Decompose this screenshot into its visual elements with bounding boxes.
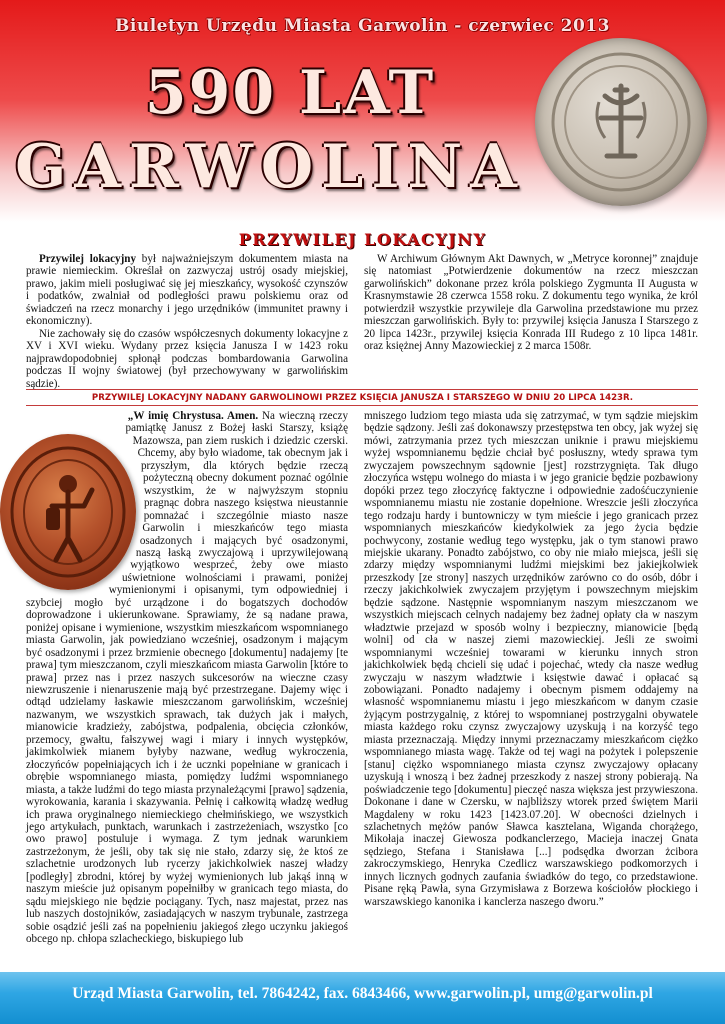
city-seal-icon (535, 38, 707, 206)
footer-contact: Urząd Miasta Garwolin, tel. 7864242, fax. 6843466, www.garwolin.pl, umg@garwolin.pl (72, 985, 653, 1002)
document-subheading: PRZYWILEJ LOKACYJNY NADANY GARWOLINOWI PRZEZ KSIĘCIA JANUSZA I STARSZEGO W DNIU 20 LIPCA 1423R. (91, 393, 634, 403)
divider-bottom (26, 405, 698, 406)
bulletin-title: Biuletyn Urzędu Miasta Garwolin - czerwiec 2013 (115, 16, 610, 36)
intro-left-column (26, 253, 348, 390)
charter-invocation: „W imię Chrystusa. Amen. (127, 410, 259, 422)
intro-paragraph-2: Nie zachowały się do czasów współczesnych dokumenty lokacyjne z XV i XVI wieku. Wydany przez księcia Janusza I w 1423 roku najprawdopodobniej spłonął podczas bombardowania Garwolina podczas II wojny światowej (był przechowywany w garwolińskim sądzie). (26, 327, 348, 390)
city-seal-graphic (535, 38, 707, 206)
wax-seal-graphic (0, 434, 136, 590)
intro-right-column (364, 253, 698, 353)
divider-top (26, 389, 698, 390)
charter-text-left (26, 410, 348, 945)
charter-text-right (364, 410, 698, 908)
town-title: GARWOLINA (15, 132, 525, 202)
anniversary-title: 590 LAT (144, 58, 436, 128)
intro-paragraph-1-text: był najważniejszym dokumentem miasta na prawie niemieckim. Określał on zazwyczaj ustrój osady miejskiej, prawo, jakim mieli posługiwać się jej mieszkańcy, wysokość czynszów i podatków, zwalniał od podległości prawu polskiemu oraz od świadczeń na rzecz monarchy i jego urzędników (immunitet prawny i ekonomiczny). (26, 253, 348, 328)
wax-seal-icon (0, 434, 136, 590)
intro-lead: Przywilej lokacyjny (39, 253, 136, 265)
intro-paragraph-3: W Archiwum Głównym Akt Dawnych, w „Metryce koronnej” znajduje się natomiast „Potwierdzenie dokumentów na rzecz mieszczan garwolińskich” dokonane przez króla polskiego Zygmunta II Augusta w Krasnymstawie 28 czerwca 1558 roku. Z dokumentu tego wynika, że król potwierdził wszystkie przywileje dla Garwolina przedstawione mu przez mieszczan garwolińskich. Były to: przywilej księcia Janusza I Starszego z 20 lipca 1423r., przywilej księcia Konrada III Rudego z 10 lipca 1481r. oraz księżnej Anny Mazowieckiej z 2 marca 1508r. (364, 253, 698, 353)
footer-bar (0, 972, 725, 1024)
intro-paragraph-1 (26, 253, 348, 328)
charter-paragraph-right: mniszego ludziom tego miasta uda się zatrzymać, w tym sądzie miejskim będzie sądzony. Jeśli zaś dokonawszy przestępstwa ten obcy, jak wyżej się mówi, zatrzymania przez tych mieszczan uniknie i prawu miejskiemu wyżej wspomnianemu będzie chciał być posłuszny, wtedy sprawa tym zwyczajem powszechnym sądownie [jest] rozstrzygnięta. Tak długo złoczyńca wstępu wolnego do miasta i w jego granicie będzie pozbawiony dopóki przez tego złoczyńcę faktyczne i odpowiednie zadośćuczynienie wspomnianemu miastu nie zostanie dopełnione. Wreszcie jeśli złoczyńca tego rodzaju hardy i buntowniczy w tym mieście i jego granicach przez wspomnianych mieszkańców kiedykolwiek za jego życia będzie pochwycony, zostanie według tego występku, jak o tym stanowi prawo miejskie ukarany. Ponadto zabójstwo, co oby nie miało miejsca, jeśli się zdarzy między wspomnianymi ludźmi miejskimi bez jakiejkolwiek przeszkody [ze strony] naszych urzędników zarówno co do osób, dóbr i rzeczy jakichkolwiek zwyczajem przyjętym i powszechnym miejskim będzie sądzone. Następnie wspomnianym naszym mieszczanom we wszystkich miejscach celnych nadajemy bez żadnej opłaty cła w naszym władztwie przejazd w sposób wolny i bezpieczny, mianowicie [będą wolni] od cła w naszej ziemi mazowieckiej. Jeśli ze swoimi wspomnianymi wcześniej towarami w kierunku innych stron jakichkolwiek będą chcieli się udać i pojechać, wtedy cła nasze według zwyczaju w naszym władztwie i księstwie dawać i opłacać są zobowiązani. Ponadto nadajemy i obecnym pismem oddajemy na własność wspomnianemu miastu i jego mieszkańcom w danym czasie żyjącym postrzygalnię, z której to wspomnianej postrzygalni obywatele miasta każdego roku czynsz zwyczajowy uzyskują i na korzyść tego miasta przeznaczają. Między innymi przeznaczamy mieszkańcom ciężko wspomnianego miasta wagę. Także od tej wagi na pożytek i polepszenie [stanu] ciężko wspomnianego miasta czynsz zwyczajowy opłacany uzyskują i wnoszą i bez żadnej przeszkody z naszej strony pobierają. Na poświadczenie tego [dokumentu] pieczęć nasza większa jest przywieszona. Dokonane i dane w Czersku, w najbliższy wtorek przed świętem Marii Magdaleny w roku 1423 [1423.07.20]. W obecności dzielnych i szlachetnych mężów panów Sławca kasztelana, Wiganda chorążego, Mikołaja inaczej Giewosza podkanclerzego, Macieja inaczej Gnata sędziego, Stefana i Stanisława [...] podsędka dworzan żcibora zakroczymskiego, Henryka Czedlicz warszawskiego podkomorzych i innych licznych godnych zaufania świadków do tego, co przedstawione. Pisane ręką Pawła, syna Grzymisława z Borzewa kościołów płockiego i warszawskiego kanonika i kanclerza naszego dworu.” (364, 410, 698, 908)
charter-left-text: Na wieczną rzeczy pamiątkę Janusz z Bożej łaski Starszy, książę Mazowsza, pan ziem ruskich i dziedzic czerski. Chcemy, aby było wiadome, tak obecnym jak i przyszłym, dla których będzie rzeczą pożyteczną obecny dokument poznać ogólnie wszystkim, że w najwyższym stopniu pragnąc dobra naszego księstwa nieustannie pomnażać i szczególnie miasto nasze Garwolin i mieszkańców tego miasta osadzonych i mających być osadzonymi, naszą łaską zwyczajową i uprzywilejowaną wyjątkowo wesprzeć, żeby owe miasto uświetnione wolnościami i prawami, poniżej wymienionymi i opisanymi, tym odpowiedniej i szybciej mogło być urządzone i do bogatszych dochodów doprowadzone i ukierunkowane. Sprawiamy, że są nadane prawa, poniżej opisane i wymienione, wszystkim mieszkańcom wspomnianego miasta Garwolin, jak powiedziano wcześniej, osadzonym i mającym być osadzonymi i przez brzmienie obecnego [dokumentu] nadajemy [te prawa] tym mieszczanom, czyli mieszkańcom miasta Garwolin [które to prawa] przez nas i przez naszych sukcesorów na wieczne czasy niewzruszenie i nienaruszenie mają być przestrzegane. Dajemy więc i odtąd udzielamy łaskawie mieszczanom garwolińskim, wcześniej nazwanym, we wszystkich sprawach, tak dużych jak i małych, mianowicie kradzieży, zabójstwa, podpalenia, obcięcia członków, przemocy, gwałtu, fałszywej wagi i miary i innych występków, jakimkolwiek mianem byłyby nazwane, według wykroczenia, złoczyńców popełniających ich i że ucznki popełniane w granicach i obrębie wspomnianego miasta, pomiędzy ludźmi wspomnianego miasta, a także ludźmi do tego miasta przynależącymi [prawo] sądzenia, wyrokowania, karania i skazywania. Pełnię i całkowitą władzę według ich prawa oryginalnego niemieckiego chełmińskiego, we wszystkich jego artykułach, punktach, warunkach i zastrzeżeniach, wszystko [co owo prawo] postuluje i wymaga. Z tym jednak warunkiem zastrzeżonym, że jeśli, oby tak się nie stało, zdarzy się, że ktoś ze szlachetnie urodzonych lub rycerzy jakichkolwiek naszej władzy [podległy] zbrodni, której by wyżej wymienionych lub jakąś inną w naszym mieście już opisanym popełniłby w granicach tego miasta, do sądu miejskiego nie będzie pociągany. Tych, nasz majestat, przez nas lub naszych dostojników, zasiadających w naszym trybunale, zastrzega sobie osądzić jeśli zaś na popełnieniu jakiegoś złego uczynku jakiegoś obcego np. chłopa szlacheckiego, biskupiego lub (26, 410, 348, 946)
section-title: PRZYWILEJ LOKACYJNY (238, 230, 487, 249)
